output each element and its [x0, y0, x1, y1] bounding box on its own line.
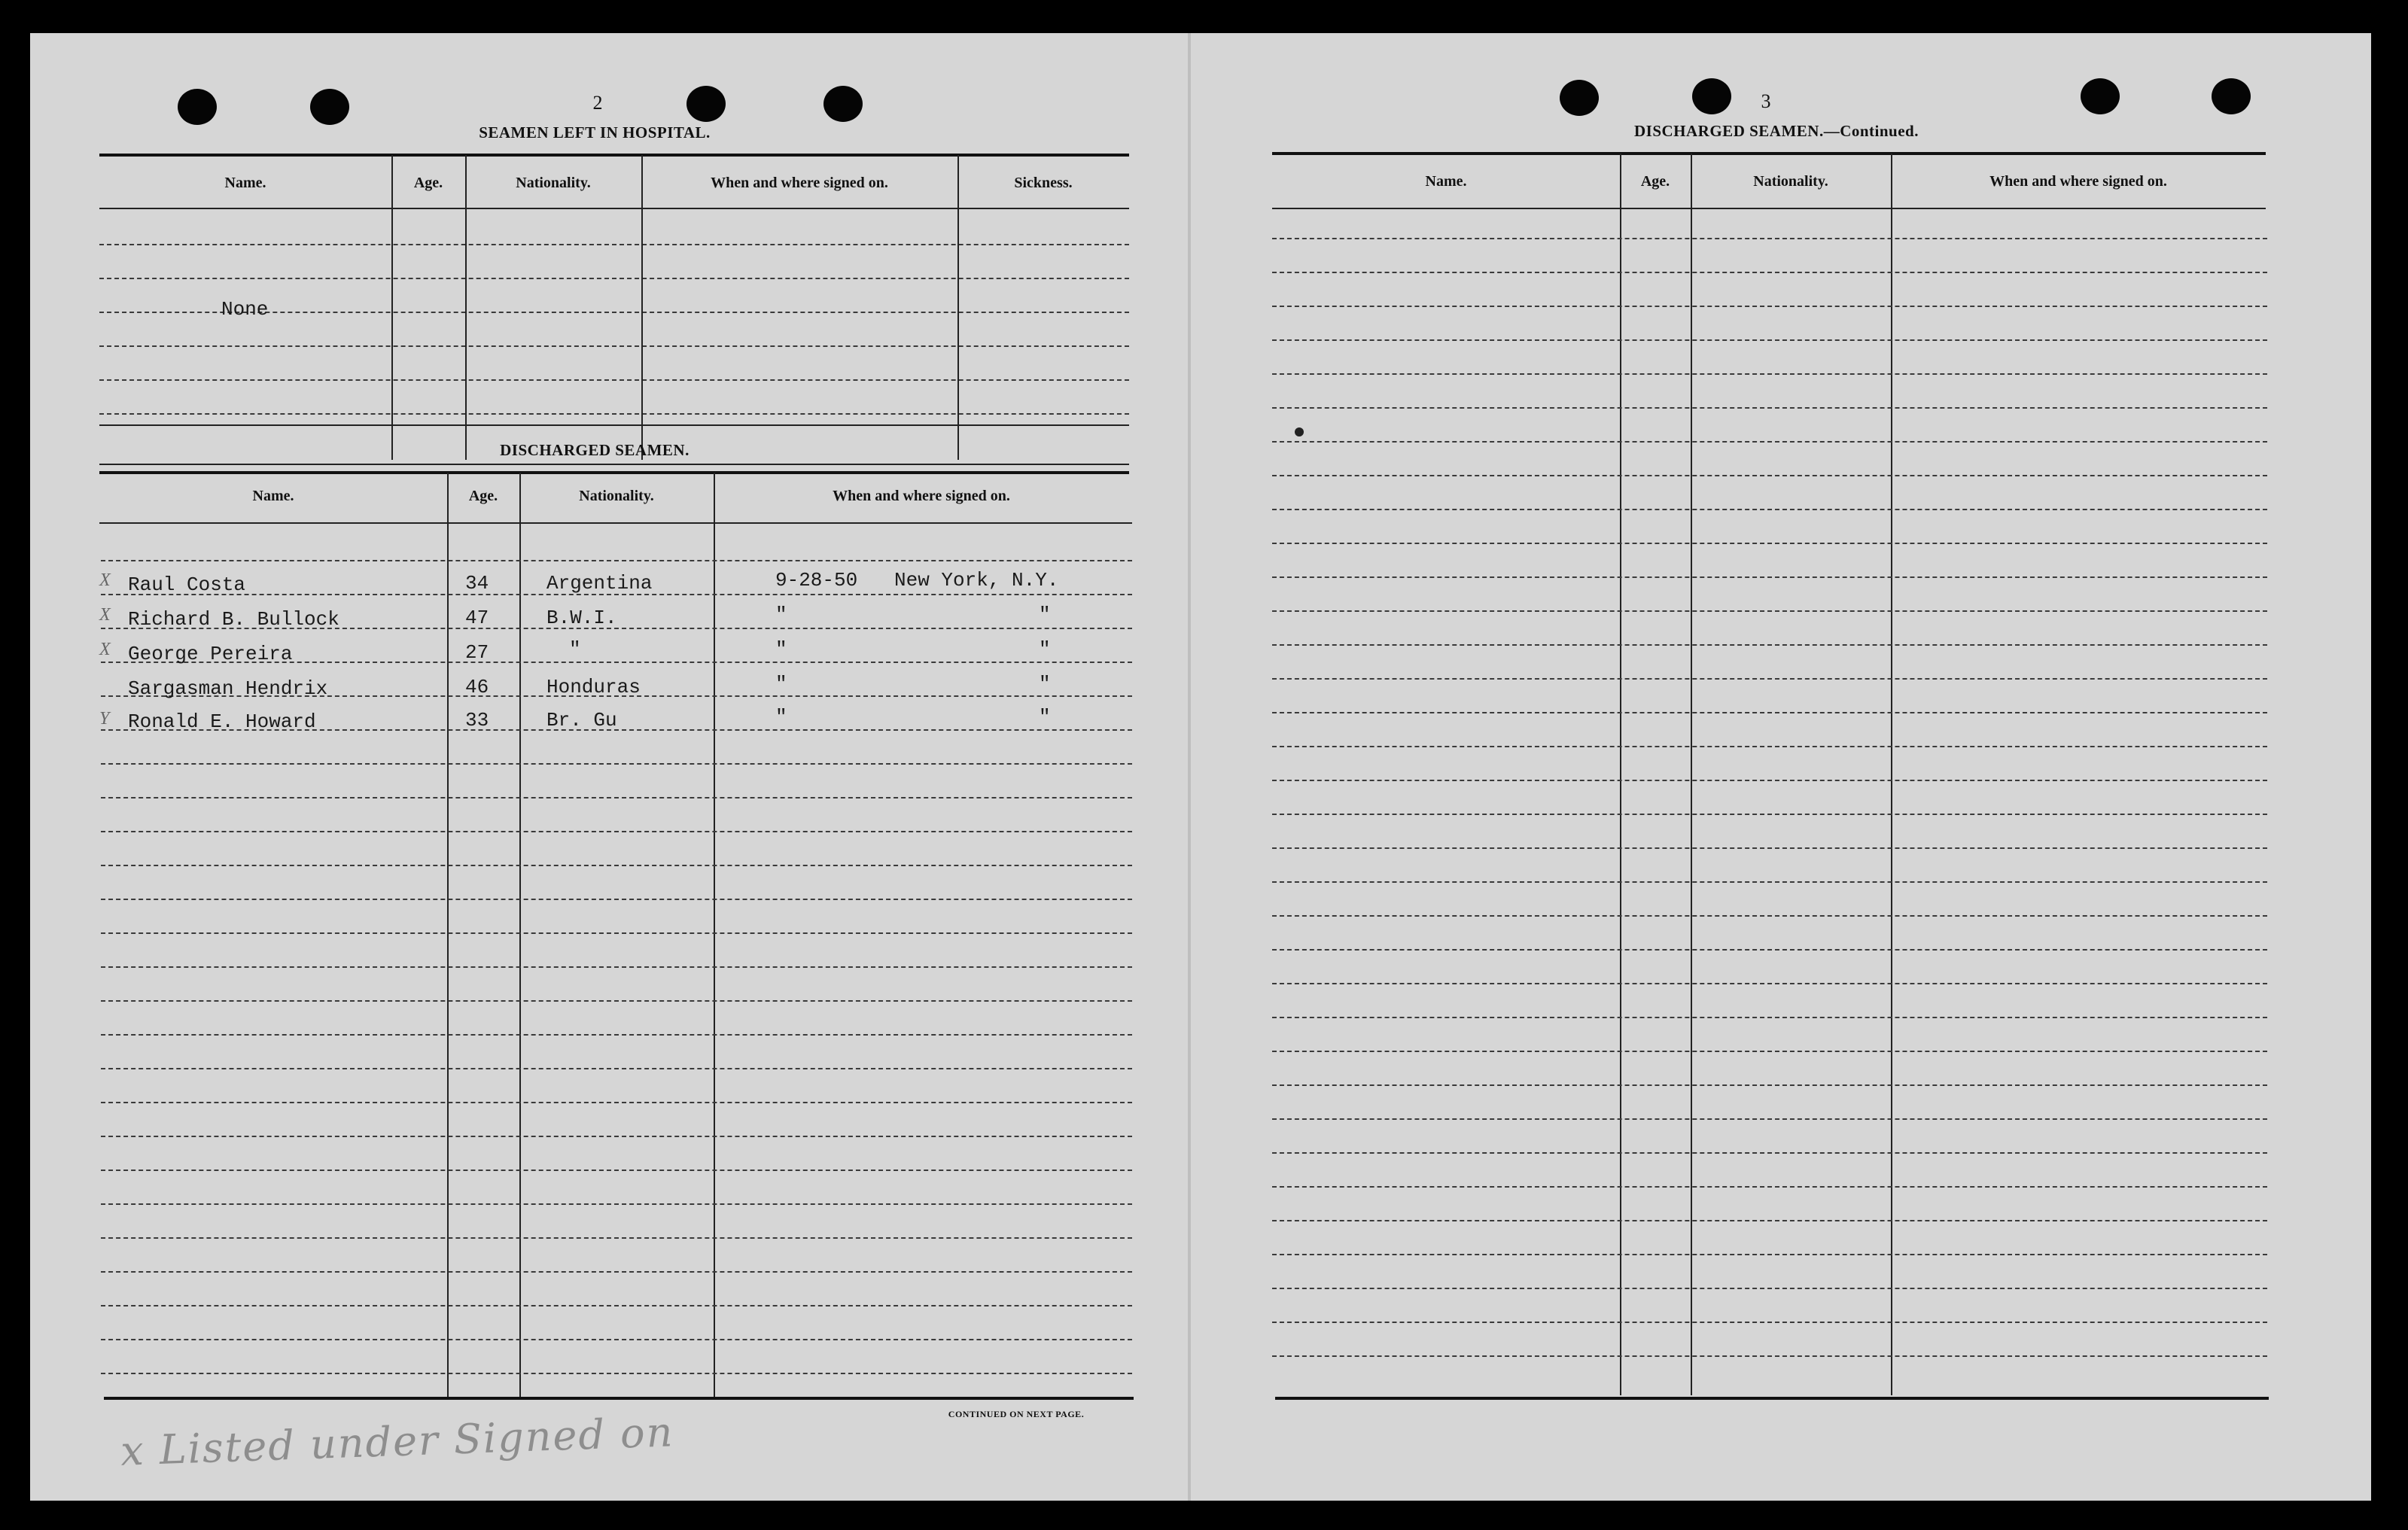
discharged-section-title: DISCHARGED SEAMEN. [500, 441, 690, 459]
signed-on-place: " [1039, 706, 1051, 728]
signed-on-date: " [775, 638, 787, 661]
seaman-name: Raul Costa [128, 573, 246, 596]
hospital-section-title: SEAMEN LEFT IN HOSPITAL. [479, 123, 711, 141]
right-page [1189, 33, 2371, 1501]
seaman-nationality: Honduras [546, 676, 641, 698]
left-page [30, 33, 1189, 1501]
seaman-nationality: Argentina [546, 572, 653, 595]
signed-on-place: " [1039, 638, 1051, 661]
column-header-sickness: Sickness. [1014, 175, 1073, 191]
signed-on-date: " [775, 673, 787, 695]
continued-note: CONTINUED ON NEXT PAGE. [948, 1409, 1085, 1419]
column-header-nationality: Nationality. [579, 488, 654, 504]
column-header-age: Age. [1640, 173, 1670, 190]
seaman-name: Sargasman Hendrix [128, 677, 328, 700]
continued-rows [1272, 33, 2267, 1463]
column-header-name: Name. [224, 175, 266, 191]
handwritten-note: x Listed under Signed on [120, 1408, 675, 1475]
discharged-continued-title: DISCHARGED SEAMEN.—Continued. [1634, 122, 1919, 140]
page-number: 2 [592, 92, 603, 114]
seaman-name: Richard B. Bullock [128, 608, 339, 631]
seaman-name: Ronald E. Howard [128, 710, 316, 733]
document-paper [30, 33, 2371, 1501]
table-bottom-rule [1275, 1397, 2269, 1400]
discharged-rows [101, 33, 1132, 1463]
row-mark: X [99, 605, 111, 625]
column-header-name: Name. [252, 488, 294, 504]
ink-speck [1295, 427, 1304, 436]
column-header-signed-on: When and where signed on. [833, 488, 1010, 504]
seaman-age: 46 [465, 676, 489, 698]
page-number: 3 [1761, 90, 1771, 112]
column-header-signed-on: When and where signed on. [711, 175, 888, 191]
column-header-nationality: Nationality. [516, 175, 591, 191]
signed-on-date: " [775, 706, 787, 728]
column-header-nationality: Nationality. [1753, 173, 1828, 190]
column-header-signed-on: When and where signed on. [1989, 173, 2167, 190]
signed-on-place: New York, N.Y. [894, 569, 1059, 592]
table-bottom-rule [104, 1397, 1134, 1400]
seaman-nationality: B.W.I. [546, 607, 617, 629]
row-mark: Y [99, 709, 110, 728]
seaman-age: 27 [465, 641, 489, 664]
column-header-age: Age. [468, 488, 498, 504]
seaman-age: 47 [465, 607, 489, 629]
signed-on-place: " [1039, 673, 1051, 695]
hospital-entry-none: None [221, 298, 269, 321]
signed-on-place: " [1039, 604, 1051, 626]
column-header-age: Age. [413, 175, 443, 191]
seaman-age: 33 [465, 709, 489, 732]
column-header-name: Name. [1425, 173, 1467, 190]
signed-on-date: 9-28-50 [775, 569, 858, 592]
row-mark: X [99, 640, 111, 659]
seaman-name: George Pereira [128, 643, 293, 665]
row-mark: X [99, 570, 111, 590]
seaman-nationality: " [569, 638, 581, 661]
signed-on-date: " [775, 604, 787, 626]
seaman-nationality: Br. Gu [546, 709, 617, 732]
seaman-age: 34 [465, 572, 489, 595]
